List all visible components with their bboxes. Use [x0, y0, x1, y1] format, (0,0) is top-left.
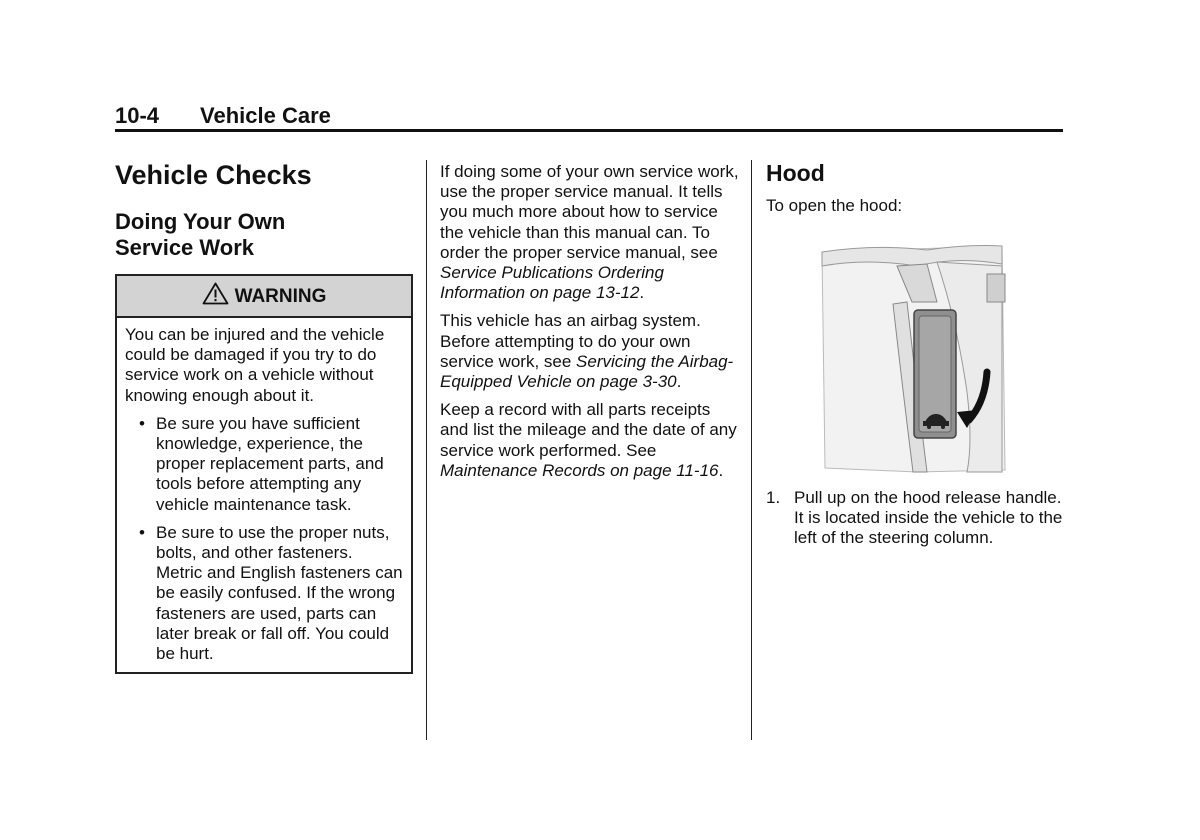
step-text: Pull up on the hood release handle. It is located inside the vehicle to the left of the steering column.: [794, 488, 1063, 548]
column-divider-2: [751, 160, 752, 740]
subheading-line-2: Service Work: [115, 235, 255, 260]
warning-text: You can be injured and the vehicle could be damaged if you try to do service work on a vehicle without knowing enough about it.: [125, 325, 385, 405]
subheading: [115, 209, 415, 261]
column-1: [115, 160, 415, 664]
warning-box: [115, 274, 413, 674]
paragraph-text: This vehicle has an airbag system. Before attempting to do your own service work, see: [440, 311, 701, 371]
header-rule: [115, 129, 1063, 132]
hood-release-illustration: [817, 242, 1007, 474]
cross-reference-link[interactable]: Servicing the Airbag-Equipped Vehicle on page 3-30: [440, 351, 734, 392]
paragraph-records: [440, 400, 740, 481]
warning-body: [117, 318, 411, 672]
warning-bullet: [125, 523, 403, 664]
period: .: [718, 460, 724, 480]
column-divider-1: [426, 160, 427, 740]
column-2: [440, 162, 740, 489]
warning-header: [117, 276, 411, 318]
cross-reference-link[interactable]: Service Publications Ordering Information on page 13-12: [440, 263, 664, 303]
warning-triangle-icon: [202, 282, 229, 305]
section-heading: Vehicle Checks: [115, 160, 312, 190]
warning-bullet: [125, 414, 403, 515]
warning-bullet-text: Be sure you have sufficient knowledge, experience, the proper replacement parts, and tools before attempting any vehicle maintenance task.: [156, 413, 384, 514]
paragraph-text: Keep a record with all parts receipts and list the mileage and the date of any service work performed. See: [440, 400, 737, 460]
subheading-line-1: Doing Your Own: [115, 209, 286, 234]
page-header: [115, 103, 331, 129]
column-3: [766, 160, 1066, 548]
period: .: [676, 372, 682, 392]
page-number: 10-4: [115, 103, 160, 128]
bullet-icon: •: [139, 413, 145, 433]
period: .: [639, 283, 645, 303]
step-number: 1.: [766, 488, 781, 507]
hood-intro: To open the hood:: [766, 196, 903, 215]
warning-bullet-text: Be sure to use the proper nuts, bolts, and other fasteners. Metric and English fasteners can be easily confused. If the wrong fasteners are used, parts can later break or fall off. You could be hurt.: [156, 522, 403, 664]
paragraph-airbag: [440, 311, 740, 392]
warning-title: WARNING: [234, 286, 327, 307]
hood-heading: Hood: [766, 160, 825, 186]
cross-reference-link[interactable]: Maintenance Records on page 11-16: [440, 460, 719, 480]
paragraph-service-manual: [440, 162, 740, 303]
bullet-icon: •: [139, 522, 145, 542]
paragraph-text: If doing some of your own service work, use the proper service manual. It tells you much more about how to service the vehicle than this manual can. To order the proper service manual, see: [440, 162, 739, 262]
section-title: Vehicle Care: [200, 103, 331, 128]
step-1: [766, 488, 1074, 549]
